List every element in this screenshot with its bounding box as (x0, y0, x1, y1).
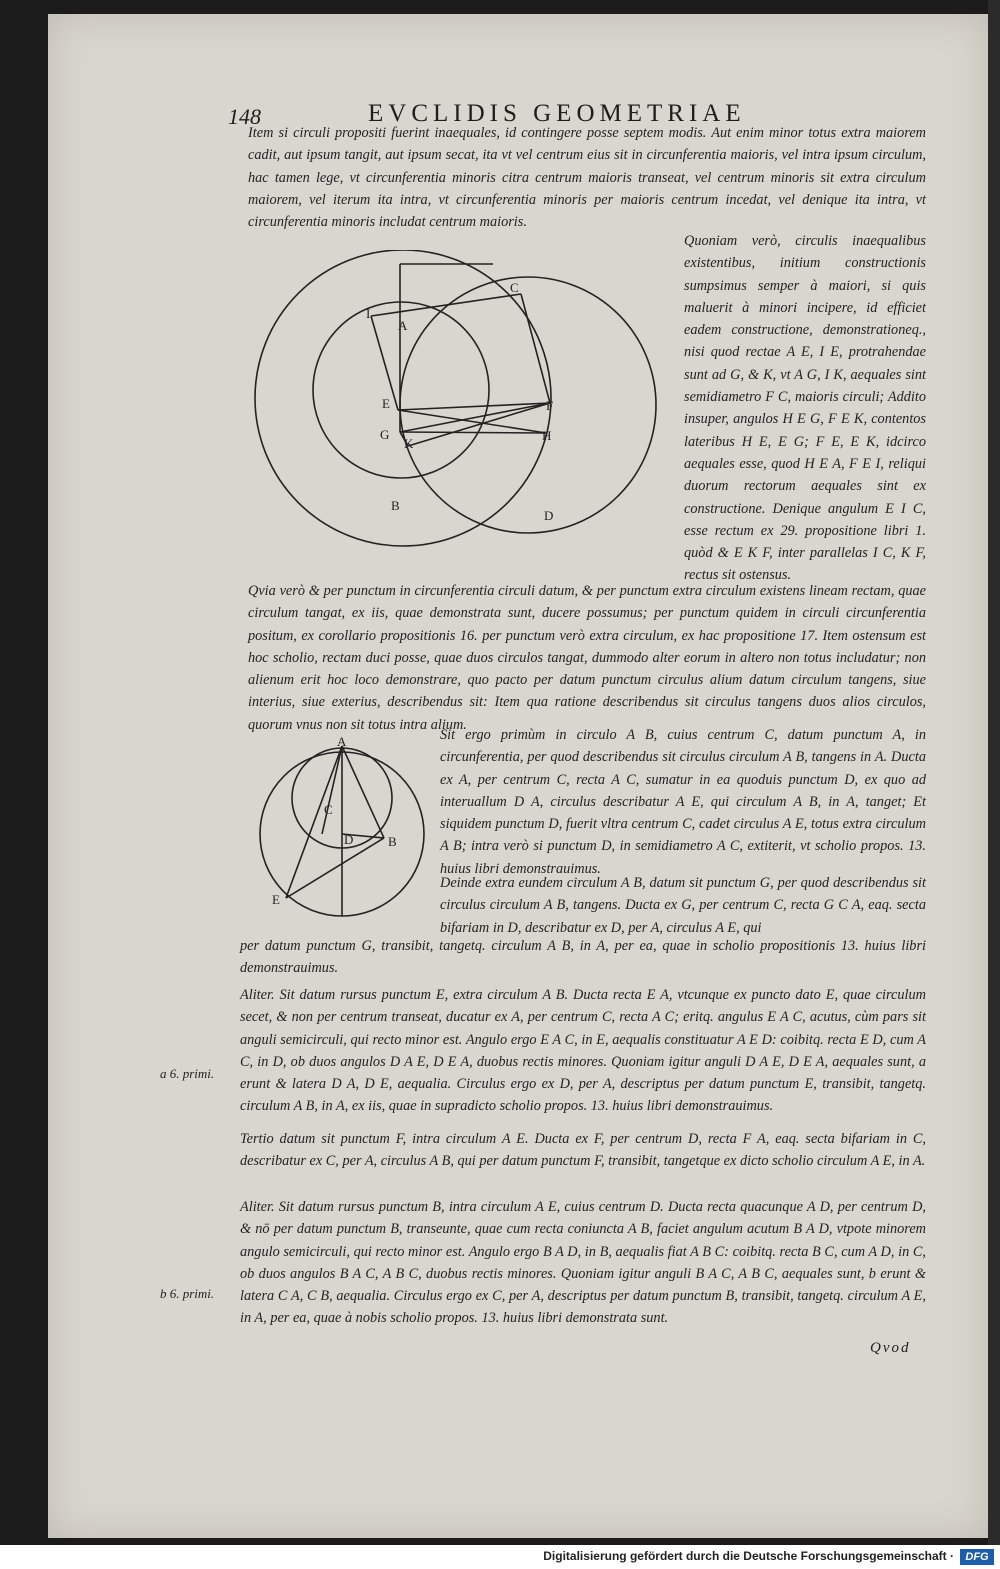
paragraph-5b: per datum punctum G, transibit, tangetq. circulum A B, in A, per ea, quae in scholio propositionis 13. huius libri demonstrauimus. (240, 938, 926, 977)
margin-note-b: b 6. primi. (160, 1286, 215, 1301)
footer-bar (0, 1545, 1000, 1569)
page-number: 148 (228, 104, 261, 129)
fig1-label-B: B (391, 498, 400, 513)
paragraph-8: Aliter. Sit datum rursus punctum B, intra circulum A E, cuius centrum D. Ducta recta quacunque A D, per centrum D, & nō per datum punctum B, transeunte, quae cum recta coniuncta A B, faciet angulum acutum B A D, vtpote minorem angulo semicirculi, qui recto minor est. Angulo ergo B A D, in B, aequalis fiat A B C: coibitq. recta B C, cum A D, in C, ob duos angulos B A C, A B C, duobus rectis minores. Quoniam igitur anguli B A C, A B C, aequales sunt, b erunt & latera C A, C B, aequalia. Circulus ergo ex C, per A, descriptus per datum punctum B, transibit, tangetq. circulum A E, in A, per ea, quae à nobis scholio propos. 13. huius libri demonstrata sunt. (240, 1199, 926, 1327)
fig2-label-A: A (337, 734, 347, 749)
fig1-label-A: A (398, 318, 408, 333)
running-title: EVCLIDIS GEOMETRIAE (368, 100, 746, 127)
figure-1-intersecting-circles (248, 250, 668, 560)
fig1-label-G: G (380, 427, 390, 442)
dfg-logo-icon: DFG (960, 1549, 994, 1565)
fig1-label-K: K (404, 436, 414, 451)
fig1-label-C: C (510, 280, 519, 295)
catchword: Qvod (870, 1340, 911, 1356)
figure-2-tangent-circles (256, 734, 426, 920)
scan-edge (988, 0, 1000, 1545)
paragraph-4: Sit ergo primùm in circulo A B, cuius centrum C, datum punctum A, in circunferentia, per quod describendus sit circulus circulum A B, tangens in A. Ducta ex A, per centrum C, recta A C, sumatur in ea quoduis punctum D, ex quo ad interuallum D A, circulus describatur A E, qui circulum A B, in A, tanget; Et siquidem punctum D, fuerit vltra centrum C, cadet circulus A E, totus extra circulum A B; intra verò si punctum D, in semidiametro A C, extiterit, vt scholio propos. 13. huius libri demonstrauimus. (440, 727, 926, 877)
fig2-label-B: B (388, 834, 397, 849)
fig1-label-F: F (546, 398, 554, 413)
paragraph-5a: Deinde extra eundem circulum A B, datum sit punctum G, per quod describendus sit circulus circulum A B, tangens. Ducta ex G, per centrum C, recta G C A, eaq. secta bifariam in D, describatur ex D, per A, circulus A E, qui (440, 875, 926, 936)
paragraph-6: Aliter. Sit datum rursus punctum E, extra circulum A B. Ducta recta E A, vtcunque ex puncto dato E, quae circulum secet, & non per centrum transeat, ducatur ex A, per centrum C, recta A C; eritq. angulus E A C, acutus, cùm pars sit anguli semicirculi, qui recto minor est. Angulo ergo E A C, in E, aequalis constituatur A E D: coibitq. recta E D, cum A C, in D, ob duos angulos D A E, D E A, duobus rectis minores. Quoniam igitur anguli D A E, D E A, aequales sunt, a erunt & latera D A, D E, aequalia. Circulus ergo ex D, per A, descriptus per datum punctum E, transibit, tangetq. circulum A B, in A, ex iis, quae in supradicto scholio propos. 13. huius libri demonstrauimus. (240, 987, 926, 1115)
fig2-label-E: E (272, 892, 280, 907)
paragraph-2: Quoniam verò, circulis inaequalibus existentibus, initium constructionis sumpsimus semper à maiori, si quis maluerit à minori incipere, id efficiet eadem constructione, demonstrationeq., nisi quod rectae A E, I E, protrahendae sunt ad G, & K, vt A G, I K, aequales sint semidiametro F C, maioris circuli; Addito insuper, angulos H E G, F E K, contentos lateribus H E, E G; F E, E K, idcirco aequales esse, quod H E A, F E I, reliqui duorum rectorum aequales sint ex constructione. Denique angulum E I C, esse rectum ex 29. propositione libri 1. quòd & E K F, inter parallelas I C, K F, rectus sit ostensus. (684, 233, 926, 584)
fig2-label-D: D (344, 832, 354, 847)
paragraph-3: Qvia verò & per punctum in circunferentia circuli datum, & per punctum extra circulum existens lineam rectam, quae circulum tangat, ex iis, quae demonstrata sunt, ducere possumus; per punctum quidem in circuli circunferentia positum, ex corollario propositionis 16. per punctum verò extra circulum, ex hac propositione 17. Item ostensum est hoc scholio, rectam duci posse, quae duos circulos tangat, dummodo alter eorum in altero non totus includatur; non alienum erit hoc loco demonstrare, quo pacto per datum punctum circulus alium datum circulum tangens, siue interius, siue exterius, describendus sit: Item qua ratione describendus sit circulus tangens duos alios circulos, quorum vnus non sit totus intra alium. (248, 583, 926, 733)
fig2-label-C: C (324, 802, 333, 817)
fig1-label-I: I (366, 306, 371, 321)
paragraph-1: Item si circuli propositi fuerint inaequales, id contingere posse septem modis. Aut enim minor totus extra maiorem cadit, aut ipsum tangit, aut ipsum secat, ita vt vel centrum eius sit in circunferentia maioris, vel intra ipsum circulum, hac tamen lege, vt circunferentia minoris citra centrum maioris transeat, vel centrum minoris sit extra circulum maiorem, vel iterum ita intra, vt circunferentia minoris per maioris centrum incedat, vel denique ita intra, vt circunferentia minoris includat centrum maioris. (248, 125, 926, 231)
footer-credit: Digitalisierung gefördert durch die Deutsche Forschungsgemeinschaft · (543, 1549, 954, 1563)
large-circle-right (400, 277, 656, 533)
margin-note-a: a 6. primi. (160, 1066, 215, 1081)
fig1-label-H: H (542, 428, 552, 443)
large-circle-left (255, 250, 554, 546)
paragraph-7: Tertio datum sit punctum F, intra circulum A E. Ducta ex F, per centrum D, recta F A, eaq. secta bifariam in C, describatur ex C, per A, circulus A B, qui per datum punctum F, transibit, tangetque ex dicto scholio circulum A E, in A. (240, 1131, 926, 1170)
fig1-label-E: E (382, 396, 390, 411)
fig1-label-D: D (544, 508, 554, 523)
